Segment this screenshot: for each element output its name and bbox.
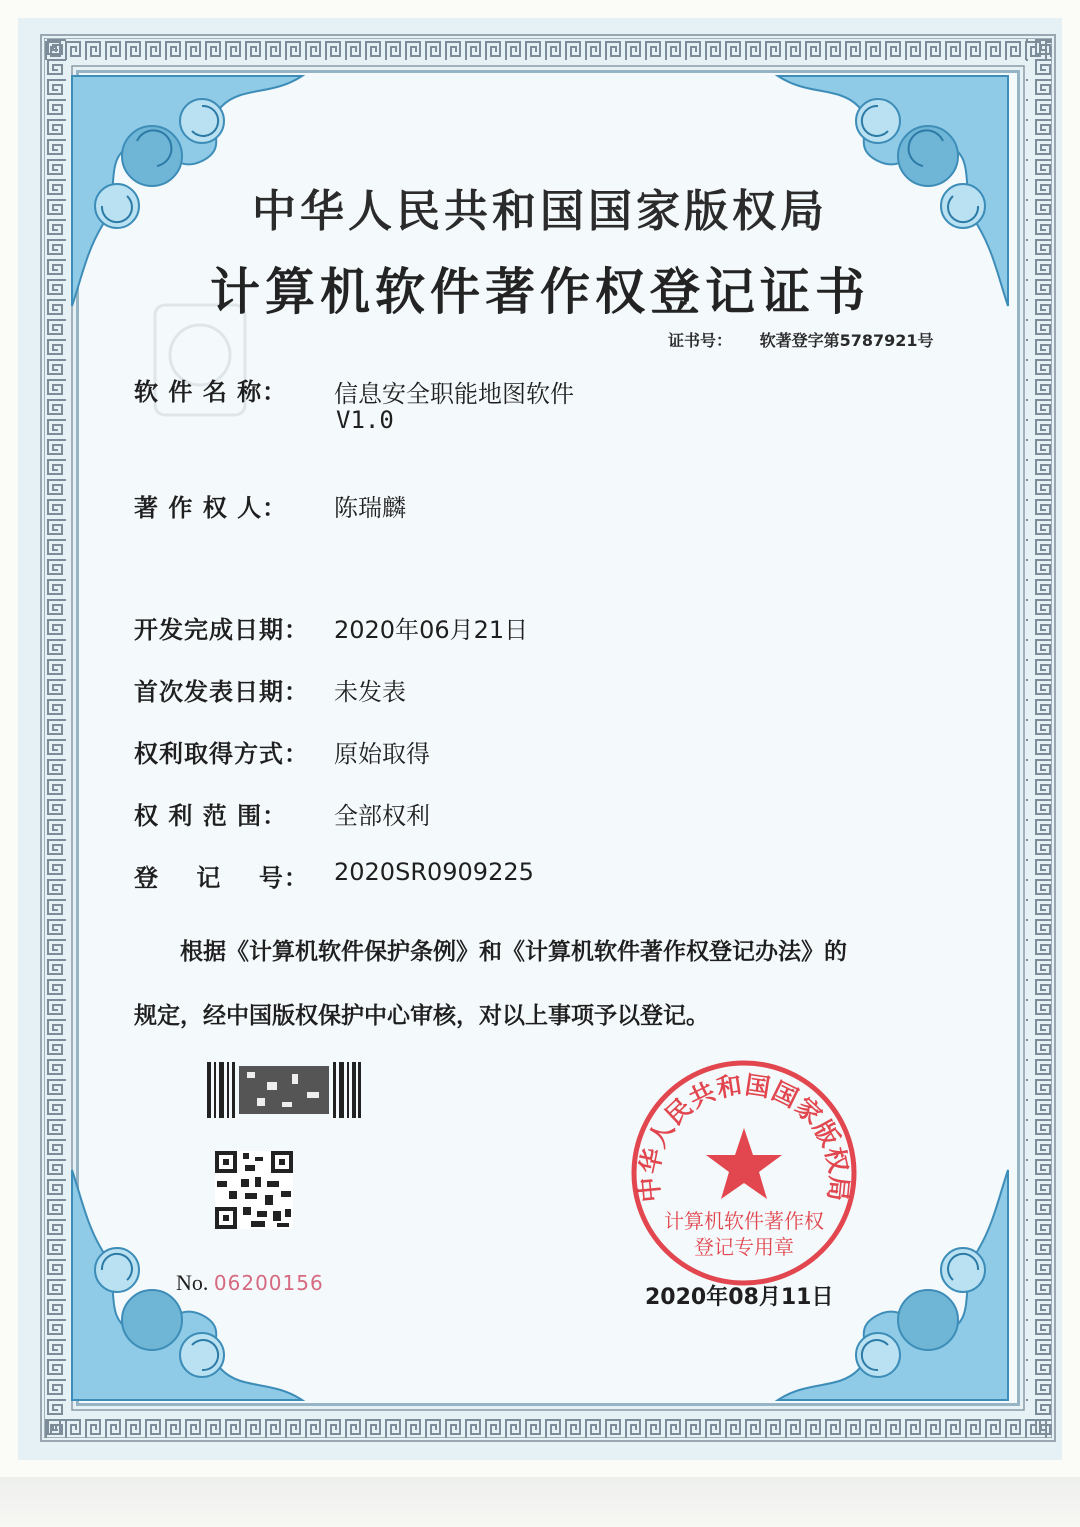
statement-line-1: 根据《计算机软件保护条例》和《计算机软件著作权登记办法》的 <box>180 939 847 965</box>
field-label: 权 利 范 围： <box>134 802 288 830</box>
serial-value: 06200156 <box>213 1271 324 1295</box>
field-label: 首次发表日期： <box>134 678 309 706</box>
field-label: 开发完成日期： <box>134 616 309 644</box>
certificate-number-value: 软著登字第5787921号 <box>759 331 934 350</box>
serial-number <box>176 1270 324 1296</box>
field-value: 未发表 <box>334 678 406 706</box>
field-value: 原始取得 <box>334 740 430 768</box>
barcode <box>207 1062 362 1118</box>
statement-line-2: 规定，经中国版权保护中心审核，对以上事项予以登记。 <box>134 1003 709 1029</box>
field-value: 2020SR0909225 <box>334 858 534 886</box>
serial-prefix: No. <box>176 1270 209 1295</box>
seal-outer-text: 中华人民共和国国家版权局 <box>634 1070 854 1204</box>
seal-inner-line-2: 登记专用章 <box>694 1235 794 1259</box>
page-bottom-margin <box>0 1477 1080 1527</box>
field-label: 著 作 权 人： <box>134 494 288 522</box>
field-value: 全部权利 <box>334 802 430 830</box>
field-label: 软 件 名 称： <box>134 378 288 406</box>
field-value-version: V1.0 <box>336 406 394 434</box>
issuing-authority: 中华人民共和国国家版权局 <box>252 186 828 237</box>
certificate-title: 计算机软件著作权登记证书 <box>210 263 870 321</box>
qr-code <box>215 1151 293 1229</box>
field-label: 登 记 号： <box>134 864 309 892</box>
official-seal <box>629 1058 859 1288</box>
issue-date: 2020年08月11日 <box>645 1285 834 1310</box>
field-value: 信息安全职能地图软件 <box>334 380 574 408</box>
certificate-number <box>668 328 934 351</box>
certificate-number-label: 证书号： <box>668 331 733 350</box>
legal-statement <box>134 920 954 1048</box>
field-value: 陈瑞麟 <box>334 494 406 522</box>
field-value: 2020年06月21日 <box>334 616 529 644</box>
seal-inner-line-1: 计算机软件著作权 <box>664 1209 824 1233</box>
field-label: 权利取得方式： <box>134 740 309 768</box>
